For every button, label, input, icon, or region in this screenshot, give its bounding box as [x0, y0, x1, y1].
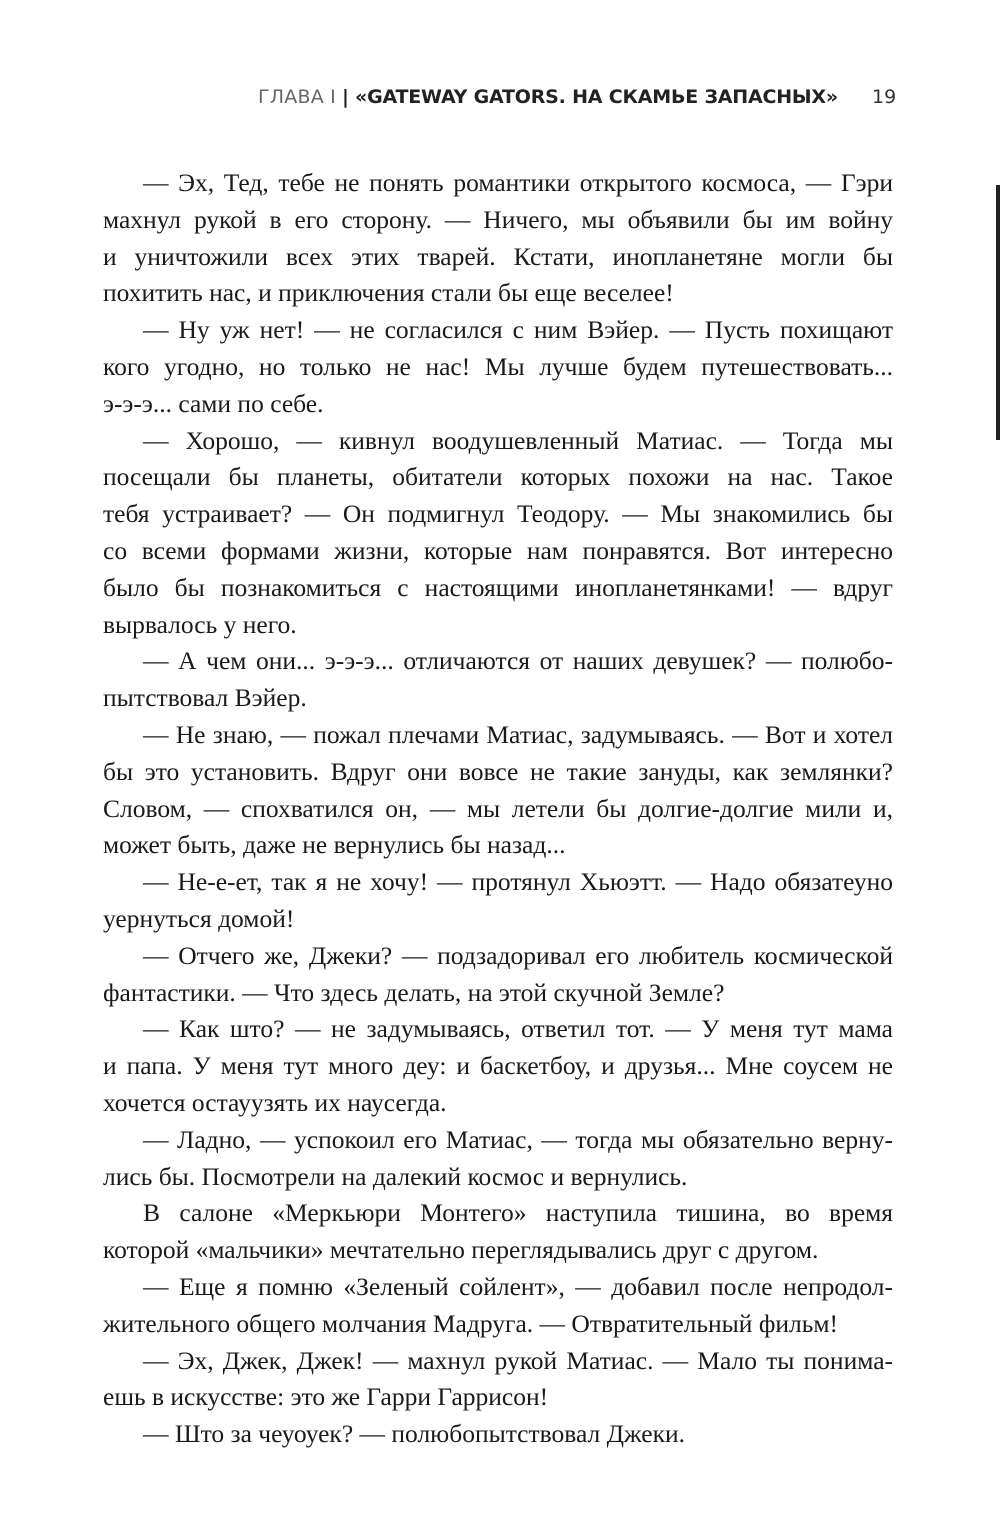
text-line: Словом, — спохватился он, — мы летели бы долгие-долгие мили и,	[103, 793, 893, 823]
paragraph	[103, 1195, 893, 1269]
paragraph	[103, 1011, 893, 1121]
text-line: кого угодно, но только не нас! Мы лучше будем путешествовать...	[103, 351, 893, 381]
text-line: — Ну уж нет! — не согласился с ним Вэйер. — Пусть похищают	[143, 315, 893, 345]
header-separator: |	[342, 86, 349, 108]
paragraph	[103, 1416, 893, 1453]
text-line: — Эх, Тед, тебе не понять романтики открытого космоса, — Гэри	[143, 168, 893, 197]
text-line: — Отчего же, Джеки? — подзадоривал его любитель космической	[143, 940, 893, 970]
text-line: — Не знаю, — пожал плечами Матиас, задумываясь. — Вот и хотел	[143, 719, 893, 749]
text-line: может быть, даже не вернулись бы назад...	[103, 830, 566, 860]
text-line: было бы познакомиться с настоящими инопланетянками! — вдруг	[103, 572, 893, 602]
text-line: — Ладно, — успокоил его Матиас, — тогда мы обязательно верну-	[143, 1124, 893, 1154]
text-line: — Хорошо, — кивнул воодушевленный Матиас. — Тогда мы	[143, 425, 893, 455]
text-line: тебя устраивает? — Он подмигнул Теодору. — Мы знакомились бы	[103, 499, 893, 529]
paragraph	[103, 423, 893, 644]
paragraph	[103, 938, 893, 1012]
text-line: вырвалось у него.	[103, 609, 297, 639]
text-line: хочется остауузять их наусегда.	[103, 1087, 447, 1117]
chapter-title: «GATEWAY GATORS. НА СКАМЬЕ ЗАПАСНЫХ»	[355, 86, 838, 108]
text-line: ешь в искусстве: это же Гарри Гаррисон!	[103, 1382, 549, 1412]
text-line: — Еще я помню «Зеленый сойлент», — добавил после непродол-	[143, 1271, 893, 1301]
text-line: В салоне «Меркьюри Монтего» наступила тишина, во время	[143, 1198, 893, 1228]
text-line: бы это установить. Вдруг они вовсе не такие зануды, как землянки?	[103, 756, 893, 786]
text-line: пытствовал Вэйер.	[103, 683, 307, 713]
chapter-label: ГЛАВА I	[258, 86, 336, 108]
paragraph	[103, 717, 893, 864]
text-line: и уничтожили всех этих тварей. Кстати, инопланетяне могли бы	[103, 241, 893, 271]
text-line: махнул рукой в его сторону. — Ничего, мы объявили бы им войну	[103, 204, 893, 234]
text-line: — Эх, Джек, Джек! — махнул рукой Матиас. — Мало ты понима-	[143, 1345, 893, 1375]
text-line: уернуться домой!	[103, 903, 295, 933]
text-line: э-э-э... сами по себе.	[103, 388, 324, 418]
body-text	[103, 165, 893, 1453]
text-line: и папа. У меня тут много деу: и баскетбоу, и друзья... Мне соусем не	[103, 1051, 893, 1081]
page-edge-mark	[996, 185, 1000, 440]
text-line: посещали бы планеты, обитатели которых похожи на нас. Такое	[103, 462, 893, 492]
text-line: — Не-е-ет, так я не хочу! — протянул Хьюэтт. — Надо обязатеуно	[143, 867, 893, 897]
paragraph	[103, 1122, 893, 1196]
text-line: жительного общего молчания Мадруга. — Отвратительный фильм!	[103, 1308, 838, 1338]
text-line: которой «мальчики» мечтательно переглядывались друг с другом.	[103, 1235, 819, 1265]
paragraph	[103, 643, 893, 717]
running-header	[258, 86, 898, 116]
paragraph	[103, 312, 893, 422]
paragraph	[103, 864, 893, 938]
text-line: фантастики. — Что здесь делать, на этой скучной Земле?	[103, 977, 725, 1007]
paragraph	[103, 1343, 893, 1417]
text-line: со всеми формами жизни, которые нам понравятся. Вот интересно	[103, 535, 893, 565]
text-line: похитить нас, и приключения стали бы еще веселее!	[103, 278, 674, 308]
text-line: лись бы. Посмотрели на далекий космос и вернулись.	[103, 1161, 688, 1191]
paragraph	[103, 165, 893, 312]
text-line: — А чем они... э-э-э... отличаются от наших девушек? — полюбо-	[143, 646, 893, 676]
page-number: 19	[872, 86, 897, 108]
text-line: — Што за чеуоуек? — полюбопытствовал Джеки.	[143, 1419, 686, 1449]
paragraph	[103, 1269, 893, 1343]
text-line: — Как што? — не задумываясь, ответил тот. — У меня тут мама	[143, 1014, 893, 1044]
